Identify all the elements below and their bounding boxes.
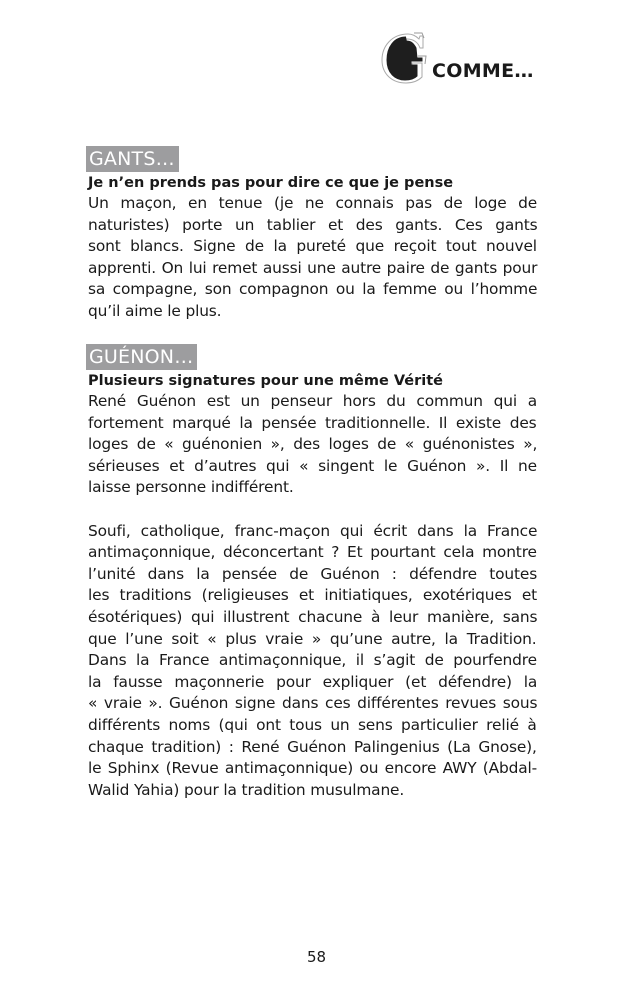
text-line: Walid Yahia) pour la tradition musulmane. [88,780,405,799]
chapter-title: COMME… [432,60,534,82]
entry-label: GANTS… [86,146,179,172]
text-line: Un maçon, en tenue (je ne connais pas de loge de [88,194,538,212]
text-line: le Sphinx (Revue antimaçonnique) ou encore AWY (Abdal- [88,759,538,778]
text-line: l’unité dans la pensée de Guénon : défendre toutes [88,564,538,583]
text-line: que l’une soit « plus vraie » qu’une autre, la Tradition. [88,629,537,648]
text-line: « vraie ». Guénon signe dans ces différentes revues sous [88,694,538,713]
text-line: antimaçonnique, déconcertant ? Et pourtant cela montre [88,543,537,562]
text-line: sa compagne, son compagnon ou la femme ou l’homme [88,280,538,299]
entry-label: GUÉNON… [86,344,197,370]
text-line: sérieuses et d’autres qui « singent le Guénon ». Il ne [88,456,537,475]
text-line: chaque tradition) : René Guénon Palingenius (La Gnose), [88,737,537,756]
entry-paragraph [88,391,537,499]
text-line: différents noms (qui ont tous un sens particulier relié à [88,715,537,734]
text-line: laisse personne indifférent. [88,478,294,497]
text-line: apprenti. On lui remet aussi une autre paire de gants pour [88,258,538,277]
entry-paragraph [88,521,537,802]
text-line: ésotériques) qui illustrent chacune à leur manière, sans [88,607,538,626]
text-line: Soufi, catholique, franc-maçon qui écrit dans la France [88,521,538,540]
text-line: la fausse maçonnerie pour expliquer (et défendre) la [88,672,538,691]
text-line: qu’il aime le plus. [88,301,222,320]
entry-gants [88,146,537,323]
entry-guenon [88,344,537,801]
text-line: René Guénon est un penseur hors du commun qui a [88,392,537,410]
text-line: naturistes) porte un tablier et des gants. Ces gants [88,215,538,234]
entry-subtitle: Plusieurs signatures pour une même Vérité [88,373,443,389]
page-number: 58 [306,948,327,966]
text-line: loges de « guénonien », des loges de « guénonistes », [88,435,538,454]
ornate-letter-g-icon [378,30,430,86]
entry-subtitle: Je n’en prends pas pour dire ce que je pense [88,175,454,191]
text-line: sont blancs. Signe de la pureté que reçoit tout nouvel [88,237,537,256]
text-line: Dans la France antimaçonnique, il s’agit de pourfendre [88,651,537,670]
entry-paragraph [88,193,537,323]
text-line: fortement marqué la pensée traditionnelle. Il existe des [88,413,537,432]
text-line: les traditions (religieuses et initiatiques, exotériques et [88,586,538,605]
chapter-header [372,30,552,90]
